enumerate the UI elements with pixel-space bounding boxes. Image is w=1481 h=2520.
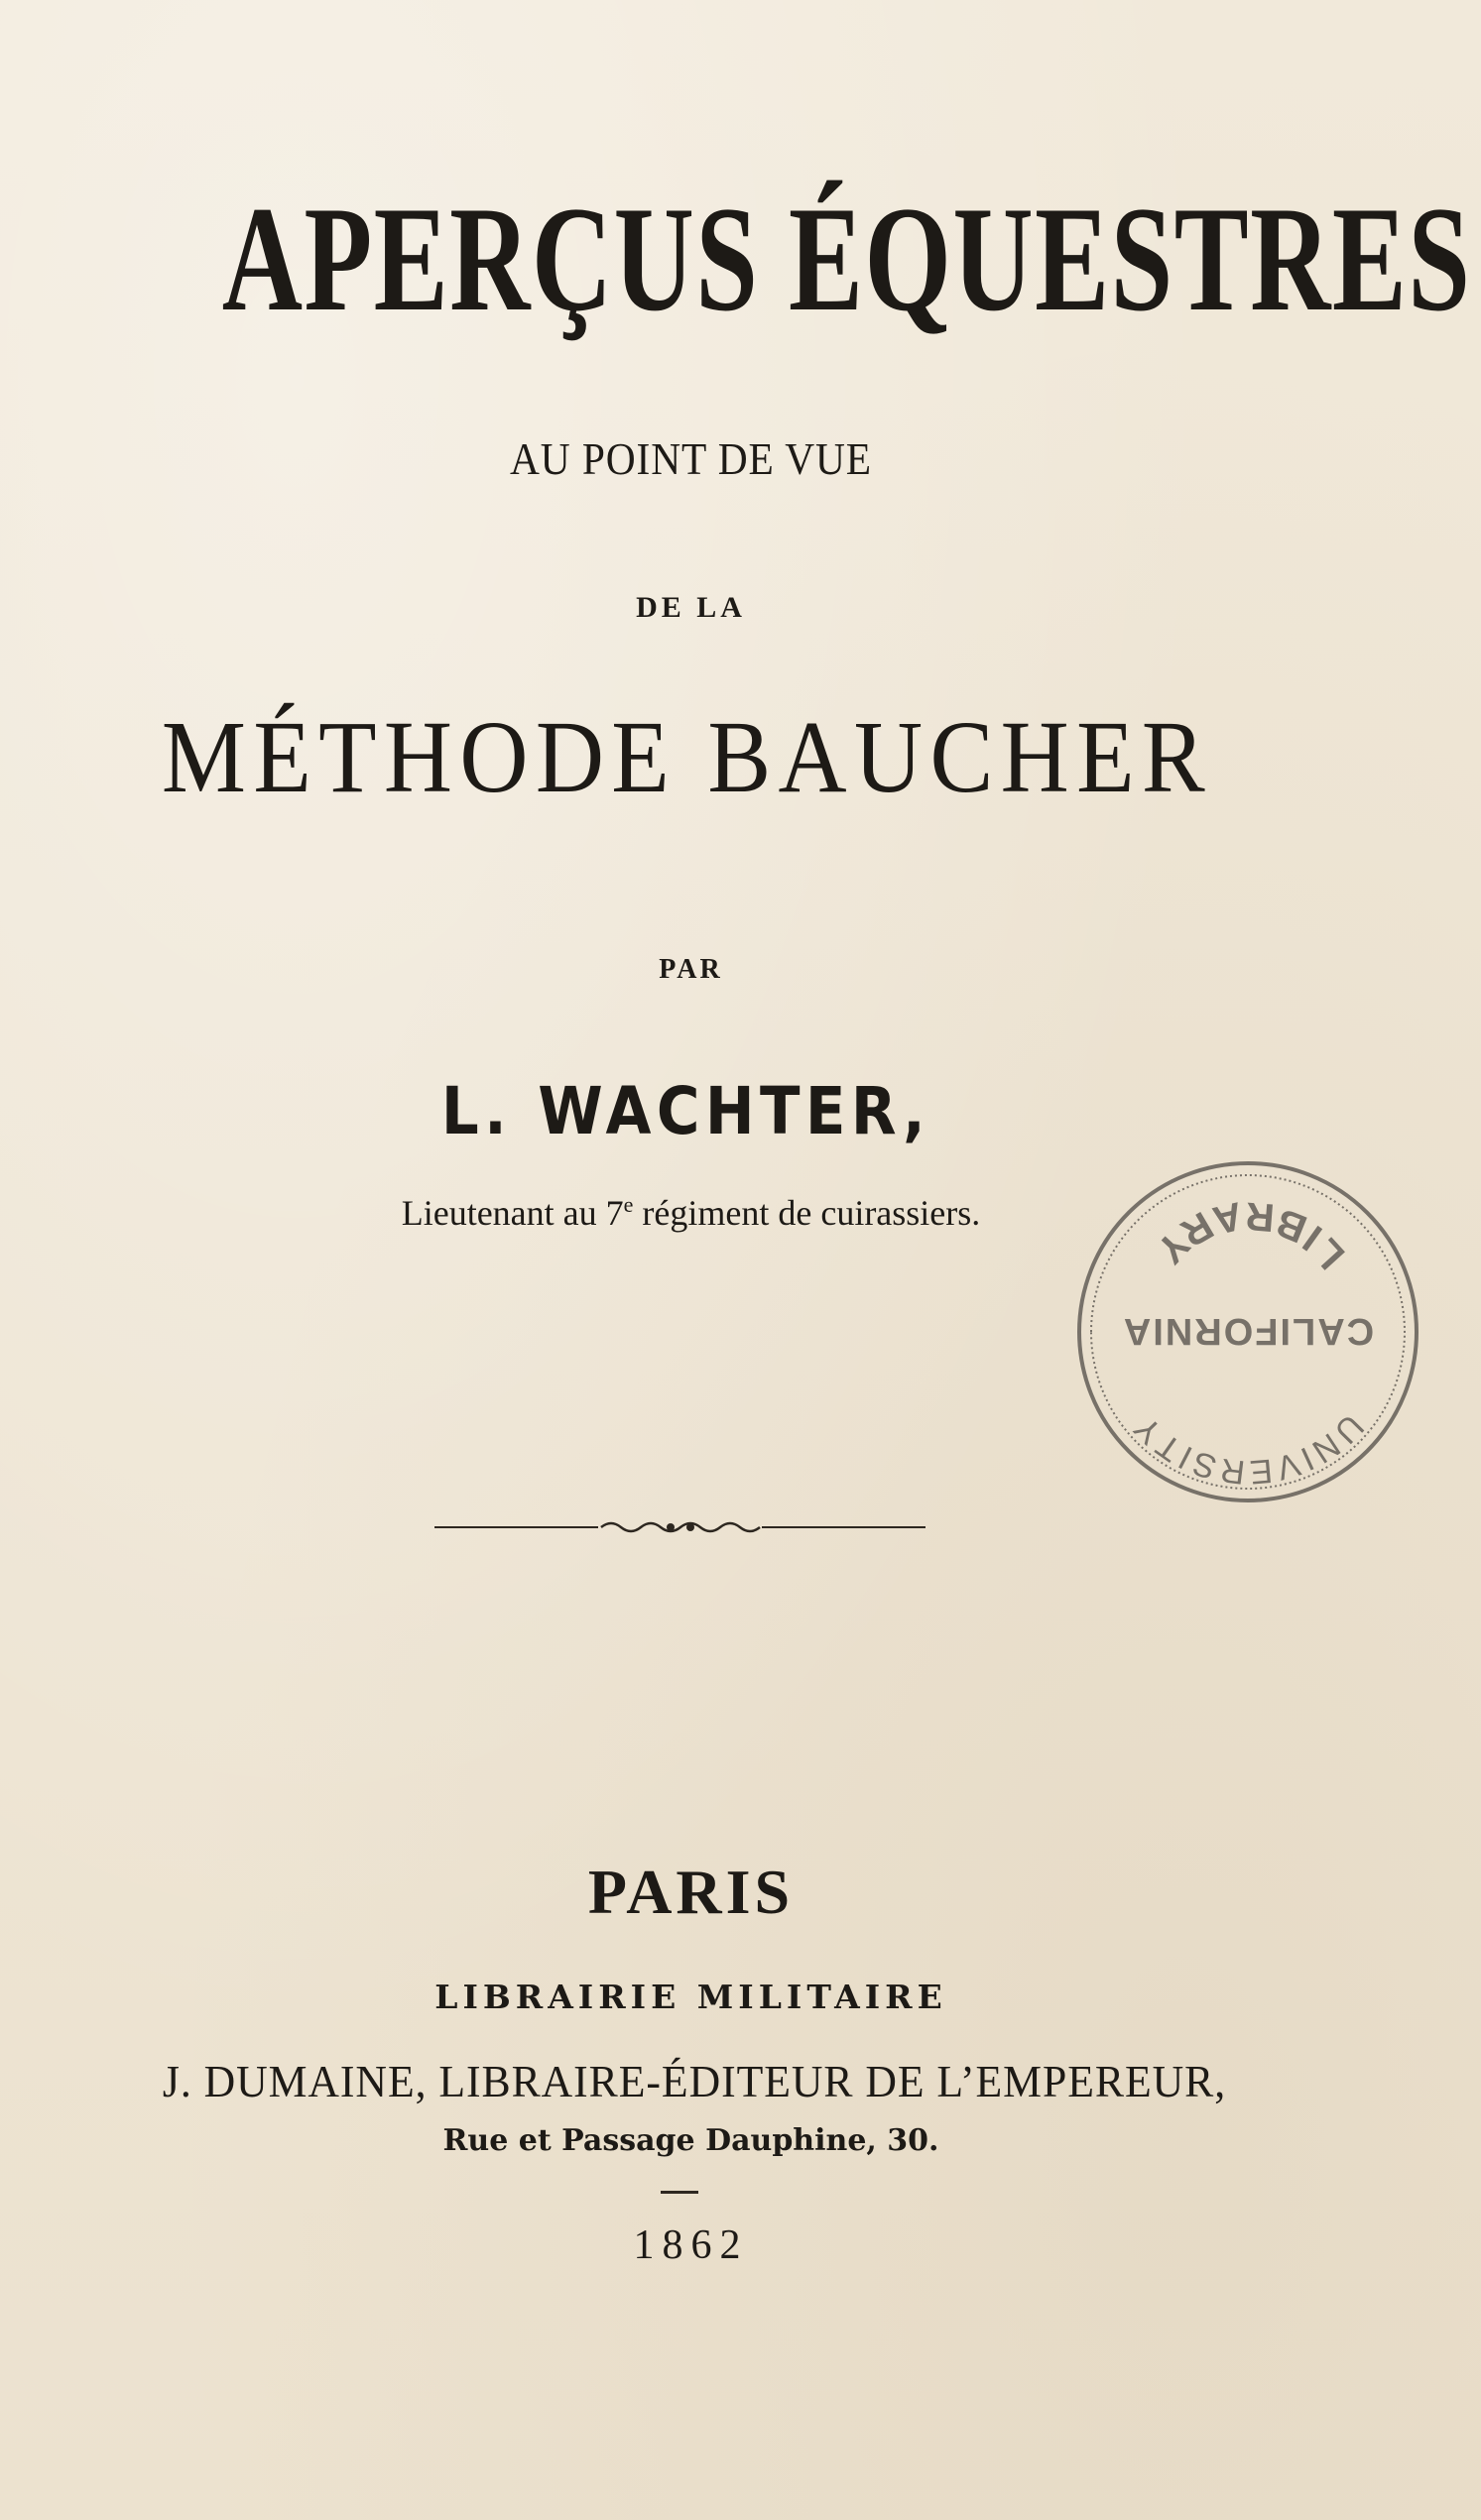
publisher-address: Rue et Passage Dauphine, 30. xyxy=(442,2123,939,2158)
stamp-middle-text: CALIFORNIA xyxy=(1121,1310,1375,1352)
subtitle-line-1: AU POINT DE VUE xyxy=(509,433,873,484)
book-title: APERÇUS ÉQUESTRES xyxy=(221,176,1472,342)
author-position-superscript: e xyxy=(623,1192,634,1217)
decorative-rule-ornament xyxy=(434,1515,926,1539)
publisher-name: LIBRAIRIE MILITAIRE xyxy=(434,1978,947,2016)
library-stamp xyxy=(1059,1143,1436,1520)
author-name: L. WACHTER, xyxy=(440,1073,931,1149)
author-position-suffix: régiment de cuirassiers. xyxy=(633,1193,981,1233)
author-by-label: PAR xyxy=(659,954,723,985)
method-title: MÉTHODE BAUCHER xyxy=(161,700,1213,814)
publisher-details: J. DUMAINE, LIBRAIRE-ÉDITEUR DE L’EMPEREUR, xyxy=(162,2056,1227,2106)
year-separator-rule xyxy=(661,2191,698,2194)
publication-year: 1862 xyxy=(633,2222,749,2268)
stamp-bottom-text: LIBRARY xyxy=(1142,1192,1354,1277)
author-position-prefix: Lieutenant au 7 xyxy=(401,1193,624,1233)
subtitle-line-2: DE LA xyxy=(636,591,746,624)
stamp-top-text: UNIVERSITY xyxy=(1125,1406,1371,1492)
publication-city: PARIS xyxy=(587,1857,795,1927)
